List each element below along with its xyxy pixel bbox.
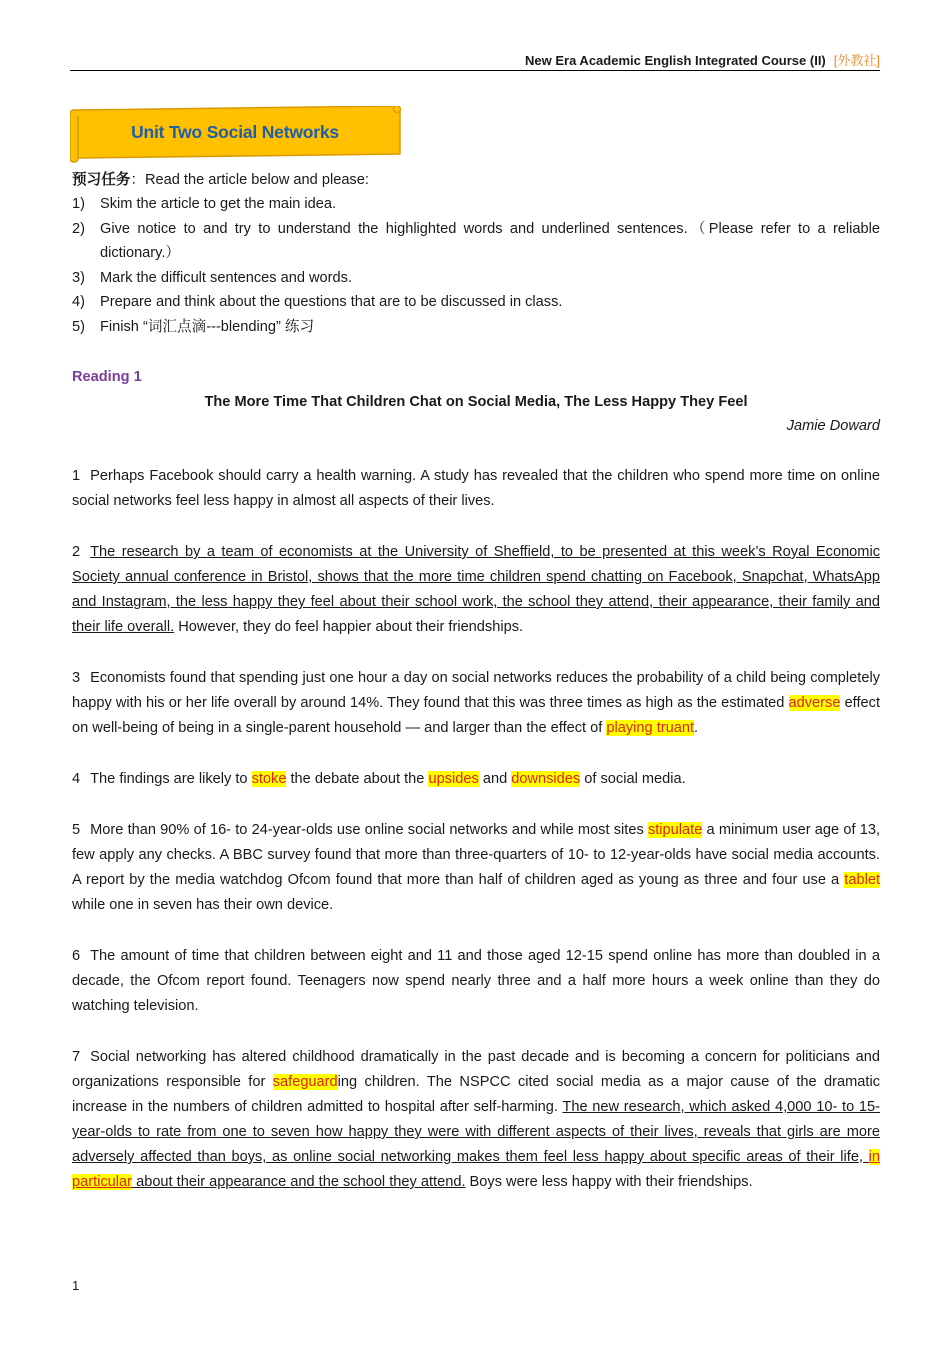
paragraph-number: 4 — [72, 771, 81, 787]
paragraph-text: while one in seven has their own device. — [72, 897, 334, 913]
paragraph-text: Boys were less happy with their friendships. — [465, 1174, 753, 1190]
publisher-tag: [外教社] — [833, 53, 880, 68]
task-number: 1) — [72, 196, 85, 212]
paragraph-number: 1 — [72, 468, 81, 484]
paragraph-text: and — [478, 771, 512, 787]
paragraph-text: Economists found that spending just one hour a day on social networks reduces the probability of a child being completely happy with his or her life overall by around 14%. They found that this was three times as high as the estimated — [72, 670, 880, 711]
task-text: Mark the difficult sentences and words. — [100, 269, 353, 286]
paragraph-5 — [72, 818, 880, 918]
paragraph-6 — [72, 944, 880, 1019]
reading-label: Reading 1 — [72, 369, 142, 385]
underlined-sentence: The new research, which asked 4,000 10- to 15-year-olds to rate from one to seven how happy they were with different aspects of their lives, reveals that girls are more adversely affected than boys, as online social networking makes them feel less happy about specific areas of their life, — [72, 1099, 880, 1165]
task-text: Skim the article to get the main idea. — [100, 196, 337, 212]
course-title: New Era Academic English Integrated Course (II) — [525, 53, 826, 68]
highlighted-word: adverse — [788, 695, 841, 711]
paragraph-text: . — [694, 720, 699, 736]
highlighted-word: playing truant — [606, 720, 695, 736]
task-number: 5) — [72, 318, 85, 335]
task-number: 3) — [72, 269, 85, 286]
paragraph-number: 7 — [72, 1049, 81, 1065]
page-number: 1 — [72, 1278, 80, 1293]
paragraph-text: However, they do feel happier about their friendships. — [174, 619, 524, 635]
unit-banner — [70, 106, 400, 154]
task-number: 4) — [72, 294, 85, 310]
paragraph-number: 3 — [72, 670, 81, 686]
task-number: 2) — [72, 220, 85, 237]
highlighted-phrase: in particular — [72, 1149, 880, 1190]
paragraph-2 — [72, 540, 880, 640]
paragraph-text: effect on well-being of being in a single-parent household — and larger than the effect of — [72, 695, 880, 736]
task-list — [72, 192, 880, 339]
list-item — [72, 290, 880, 315]
paragraph-1 — [72, 464, 880, 514]
paragraph-3 — [72, 666, 880, 741]
task-text: Prepare and think about the questions that are to be discussed in class. — [100, 294, 563, 310]
paragraph-4 — [72, 767, 880, 792]
paragraph-text: Social networking has altered childhood dramatically in the past decade and is becoming a concern for politicians and organizations responsible for — [72, 1049, 880, 1090]
paragraph-7 — [72, 1045, 880, 1195]
task-text: Give notice to and try to understand the highlighted words and underlined sentences.（Please refer to a reliable dictionary.） — [100, 220, 880, 261]
highlighted-word: stipulate — [647, 822, 703, 838]
paragraph-text: the debate about the — [286, 771, 429, 787]
paragraph-text: More than 90% of 16- to 24-year-olds use online social networks and while most sites — [90, 822, 648, 838]
highlighted-word: downsides — [511, 771, 581, 787]
paragraph-number: 2 — [72, 544, 81, 560]
running-header — [70, 50, 880, 71]
page-content — [72, 168, 880, 1195]
article-author: Jamie Doward — [786, 418, 880, 434]
paragraph-text: ing children. The NSPCC cited social media as a major cause of the dramatic increase in the numbers of children admitted to hospital after self-harming. — [72, 1074, 880, 1115]
paragraph-text: of social media. — [580, 771, 686, 787]
unit-title: Unit Two Social Networks — [131, 122, 339, 142]
preview-label: 预习任务 — [72, 171, 131, 188]
paragraph-number: 6 — [72, 948, 81, 964]
highlighted-word: tablet — [844, 872, 880, 888]
list-item — [72, 266, 880, 291]
highlighted-word: safeguard — [272, 1074, 338, 1090]
underlined-sentence: The research by a team of economists at the University of Sheffield, to be presented at this week’s Royal Economic Society annual conference in Bristol, shows that the more time children spend chatting on Facebook, Snapchat, WhatsApp and Instagram, the less happy they feel about their school work, the school they attend, their appearance, their family and their life overall. — [72, 544, 880, 635]
preview-intro — [72, 168, 880, 192]
task-text: Finish “词汇点滴---blending” 练习 — [100, 318, 315, 335]
highlighted-word: stoke — [251, 771, 287, 787]
preview-instruction: ：Read the article below and please: — [130, 172, 369, 188]
list-item — [72, 192, 880, 217]
list-item — [72, 315, 880, 340]
paragraph-number: 5 — [72, 822, 81, 838]
paragraph-text: The amount of time that children between eight and 11 and those aged 12-15 spend online has more than doubled in a decade, the Ofcom report found. Teenagers now spend nearly three and a half more hours a week online than they do watching television. — [72, 948, 880, 1014]
paragraph-text: a minimum user age of 13, few apply any checks. A BBC survey found that more than three-quarters of 10- to 12-year-olds have social media accounts. A report by the media watchdog Ofcom found that more than half of children aged as young as three and four use a — [72, 822, 881, 888]
underlined-sentence: about their appearance and the school they attend. — [132, 1174, 466, 1190]
highlighted-word: upsides — [428, 771, 479, 787]
paragraph-text: Perhaps Facebook should carry a health warning. A study has revealed that the children who spend more time on online social networks feel less happy in almost all aspects of their lives. — [72, 468, 880, 509]
list-item — [72, 217, 880, 266]
paragraph-text: The findings are likely to — [90, 771, 252, 787]
article-title: The More Time That Children Chat on Social Media, The Less Happy They Feel — [204, 394, 748, 410]
